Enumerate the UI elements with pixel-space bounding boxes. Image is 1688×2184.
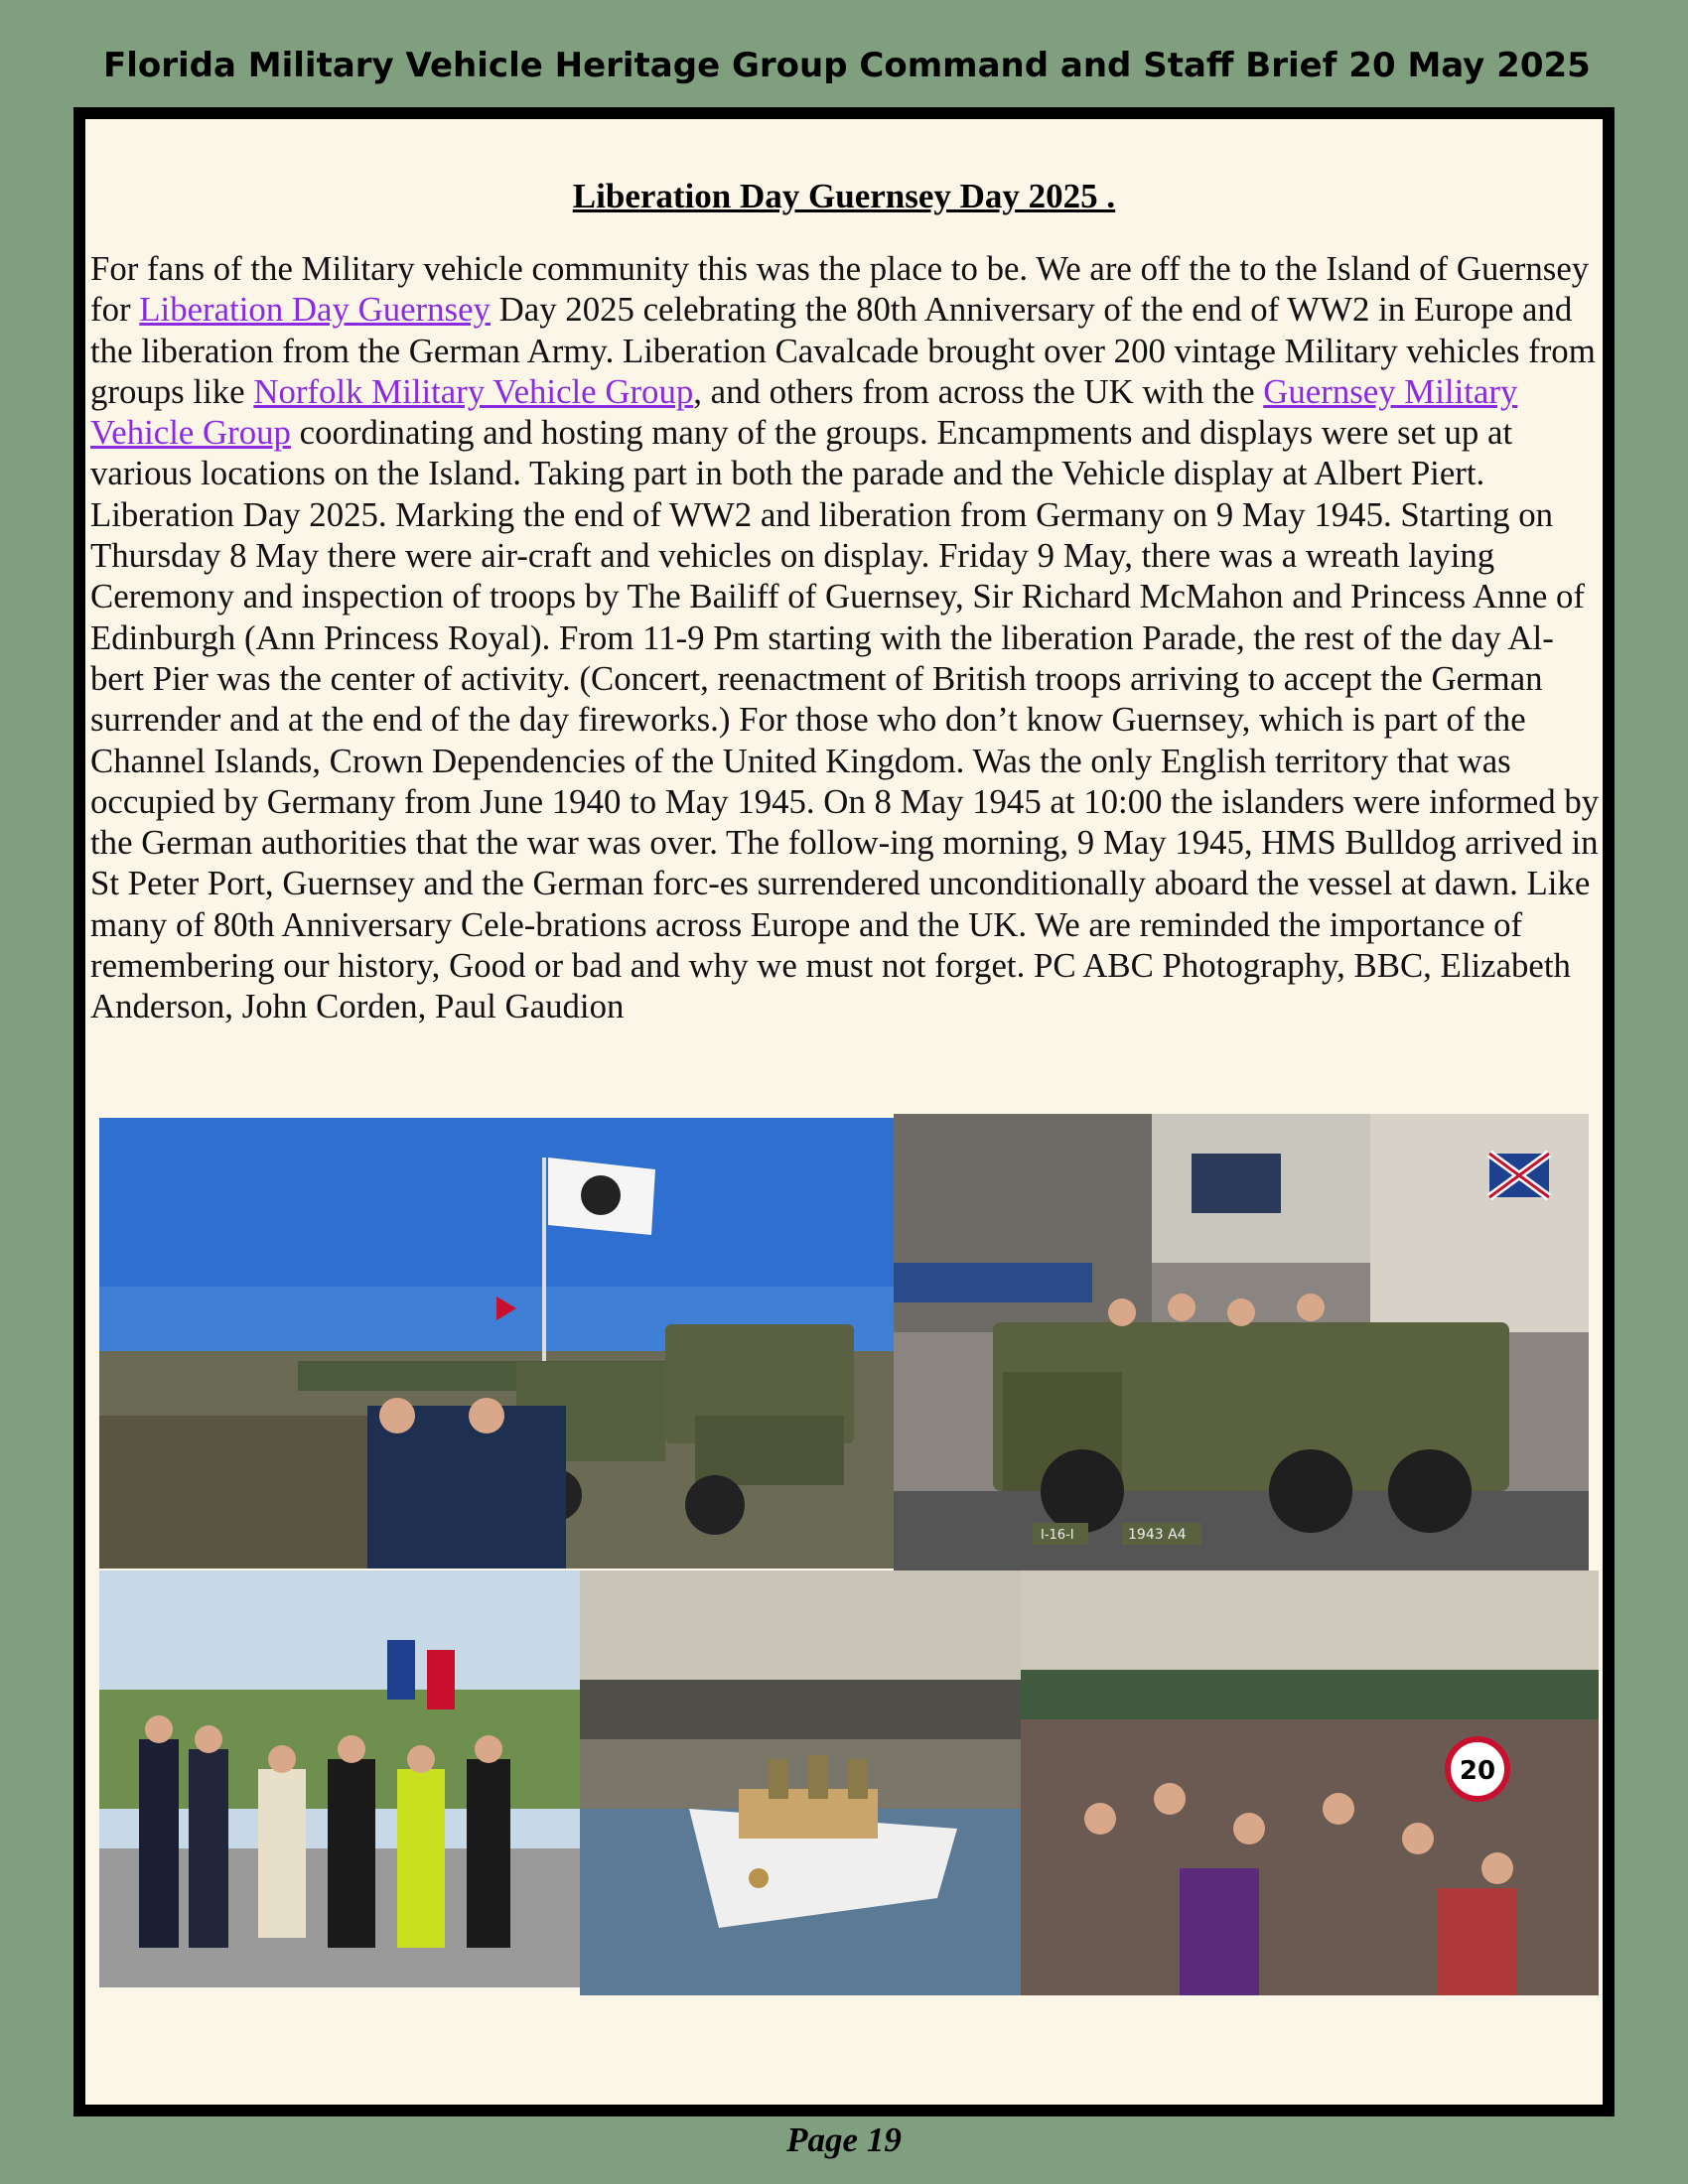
body-text-4: coordinating and hosting many of the groups. Encampments and displays were set up at various locations on the Island. Taking part in both the parade and the Vehicle display at Albert Piert. Liberation Day 2025. Marking the end of WW2 and liberation from Germany on 9 May 1945. Starting on Thursday 8 May there were air-craft and vehicles on display. Friday 9 May, there was a wreath laying Ceremony and inspection of troops by The Bailiff of Guernsey, Sir Richard McMahon and Princess Anne of Edinburgh (Ann Princess Royal). From 11-9 Pm starting with the liberation Parade, the rest of the day Al-bert Pier was the center of activity. (Concert, reenactment of British troops arriving to accept the German surrender and at the end of the day fireworks.) For those who don’t know Guernsey, which is part of the Channel Islands, Crown Dependencies of the United Kingdom. Was the only English territory that was occupied by Germany from June 1940 to May 1945. On 8 May 1945 at 10:00 the islanders were informed by the German authorities that the war was over. The follow-ing morning, 9 May 1945, HMS Bulldog arrived in St Peter Port, Guernsey and the German forc-es surrendered unconditionally aboard the vessel at dawn. Like many of 80th Anniversary Cele-brations across Europe and the UK. We are reminded the importance of remembering our history, Good or bad and why we must not forget. PC ABC Photography, BBC, Elizabeth Anderson, John Corden, Paul Gaudion — [90, 413, 1600, 1026]
article-body — [90, 248, 1600, 1027]
newsletter-header: Florida Military Vehicle Heritage Group Command and Staff Brief 20 May 2025 — [103, 46, 1591, 85]
photo-vehicle-display — [99, 1118, 894, 1569]
speed-limit-sign: 20 — [1459, 1756, 1496, 1786]
photo-boat-troops — [580, 1570, 1021, 1995]
photo-royal-procession — [99, 1570, 580, 1987]
article-frame — [73, 107, 1615, 2116]
link-liberation-day-guernsey[interactable]: Liberation Day Guernsey — [139, 290, 491, 330]
vehicle-plate-marking: 1943 A4 — [1128, 1527, 1187, 1543]
body-text-2: Day 2025 celebrating the 80th Anniversary of the end of WW2 in Europe and the liberation from the German Army. Liberation Cavalcade brought over 200 vintage Military vehicles from groups like — [90, 290, 1596, 411]
link-guernsey-military-vehicle-group[interactable]: Guernsey Military Vehicle Group — [90, 371, 1518, 453]
body-text-3: , and others from across the UK with the — [693, 371, 1264, 411]
article-title: Liberation Day Guernsey Day 2025 . — [572, 177, 1116, 215]
body-text-1: For fans of the Military vehicle community this was the place to be. We are off the to the Island of Guernsey for — [90, 249, 1590, 330]
page-number: Page 19 — [786, 2120, 902, 2159]
vehicle-number-marking: I-16-I — [1041, 1528, 1074, 1543]
photo-parade-truck — [894, 1114, 1589, 1570]
link-norfolk-military-vehicle-group[interactable]: Norfolk Military Vehicle Group — [253, 371, 694, 411]
photo-crowd-street — [1021, 1570, 1599, 1995]
article-panel — [85, 119, 1603, 2105]
